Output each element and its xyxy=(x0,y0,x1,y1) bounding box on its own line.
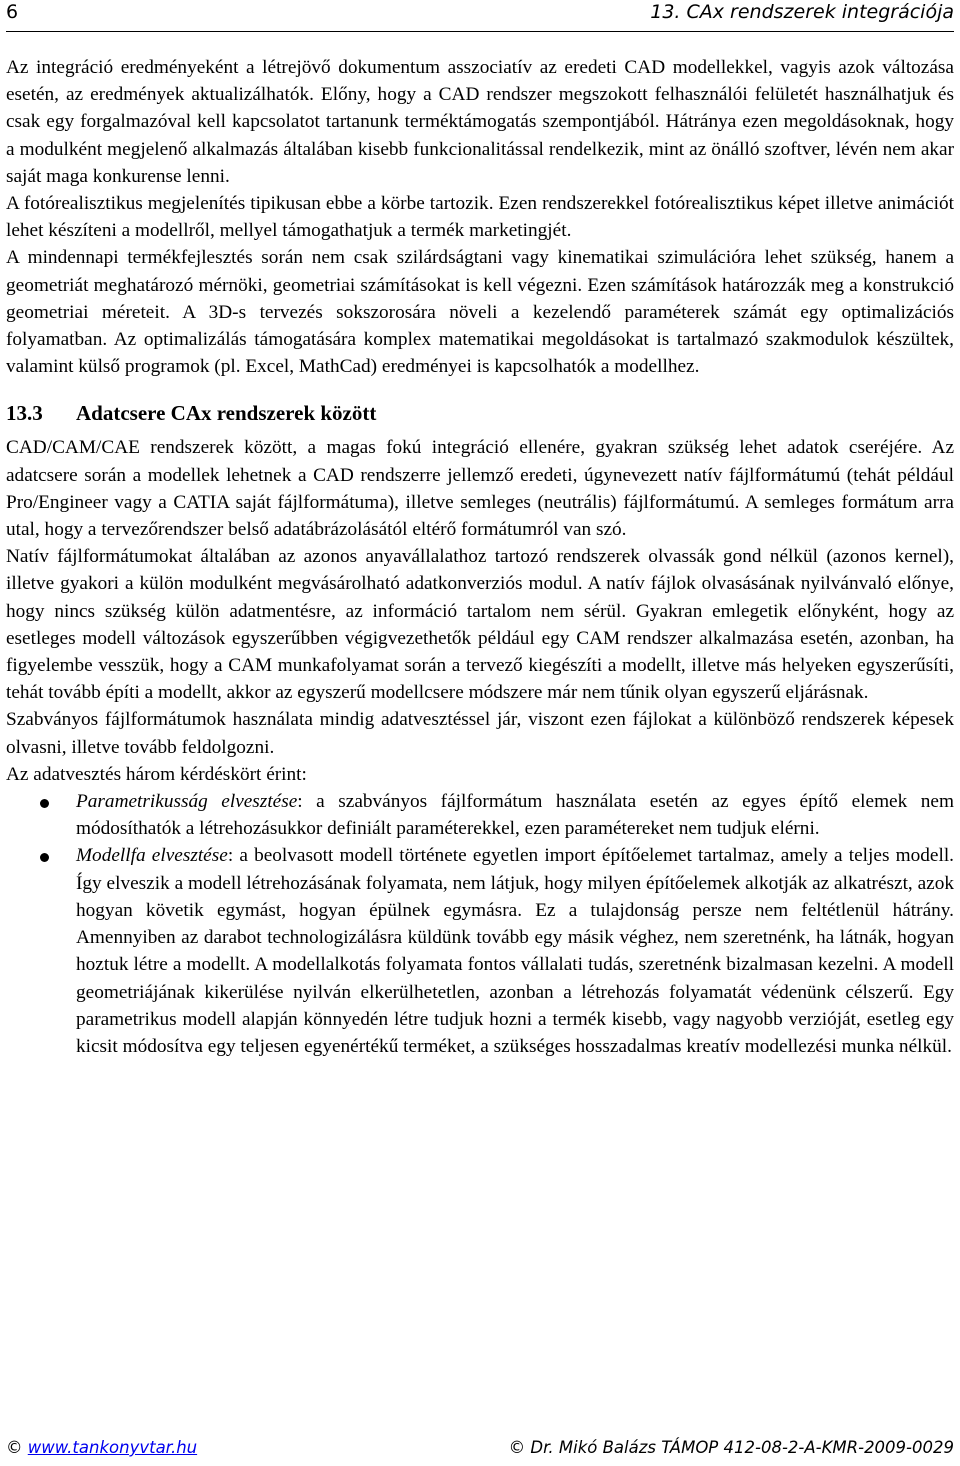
copyright-icon: © xyxy=(6,1438,23,1457)
chapter-title: 13. CAx rendszerek integrációja xyxy=(650,1,954,23)
bullet-icon xyxy=(40,853,49,862)
paragraph: A mindennapi termékfejlesztés során nem csak szilárdságtani vagy kinematikai szimulációra lehet szükség, hanem a geometriát meghatározó mérnöki, geometriai számításokat is kell végezni. Ezen számítások határozzák meg a konstrukció geometriai méreteit. A 3D-s tervezés sokszorosára növeli a kezelendő paraméterek számát egy optimalizációs folyamatban. Az optimalizálás támogatására komplex matematikai megoldásokat is tartalmazó szakmodulok készültek, valamint külső programok (pl. Excel, MathCad) eredményei is kapcsolhatók a modellhez. xyxy=(6,247,954,378)
paragraph: Natív fájlformátumokat általában az azonos anyavállalathoz tartozó rendszerek olvassák gond nélkül (azonos kernel), illetve gyakori a külön modulként megvásárolható adatkonverziós modul. A natív fájlok olvasásának nyilvánvaló előnye, hogy nincs szükség külön adatmentésre, az információ tartalom nem sérül. Gyakran emlegetik előnyként, hogy az esetleges modell változások egyszerűbben végigvezethetők például egy CAM rendszer alkalmazása esetén, azonban, ha figyelembe vesszük, hogy a CAM munkafolyamat során a tervező kiegészíti a modellt, illetve más helyeken egyszerűsíti, tehát tovább építi a modellt, akkor az egyszerű modellcsere módszere már nem tűnik olyan egyszerű eljárásnak. xyxy=(6,546,954,704)
list-item-text: : a szabványos fájlformátum használata esetén az egyes építő elemek nem módosíthatók a létrehozásukkor definiált paraméterekkel, ezen paramétereket nem tudjuk elérni. xyxy=(76,791,954,840)
header-divider xyxy=(6,31,954,32)
list-item-term: Parametrikusság elvesztése xyxy=(76,791,298,813)
footer-left xyxy=(6,1438,197,1457)
list-item-text: : a beolvasott modell története egyetlen import építőelemet tartalmaz, amely a teljes modell. Így elveszik a modell létrehozásának folyamata, nem látjuk, hogy milyen építőelemek alkotják az alkatrészt, azok hogyan követik egymást, hogyan épülnek egymásra. Ez a tulajdonság persze nem feltétlenül hátrány. Amennyiben az darabot technologizálásra küldünk tovább egy másik véghez, nem szeretnénk, ha látnák, hogyan hoztuk létre a modellt. A modellalkotás folyamata fontos vállalati tudás, szeretnénk bizalmasan kezelni. A modell geometriájának kikerülése nyilván elkerülhetetlen, azonban a létrehozás folyamatát védenünk célszerű. Egy parametrikus modell alapján könnyedén létre tudjuk hozni a termék kisebb, vagy nagyobb verzióját, esetleg egy kicsit módosítva egy teljesen egyenértékű terméket, a szükséges hosszadalmas kreatív modellezési munka nélkül. xyxy=(76,845,954,1057)
copyright-icon: © xyxy=(508,1438,526,1457)
page-header xyxy=(6,0,954,26)
paragraph: CAD/CAM/CAE rendszerek között, a magas fokú integráció ellenére, gyakran szükség lehet adatok cseréjére. Az adatcsere során a modellek lehetnek a CAD rendszerre jellemző eredeti, úgynevezett natív fájlformátumú (tehát például Pro/Engineer vagy a CATIA saját fájlformátuma), illetve semleges (neutrális) fájlformátumú. A semleges formátum arra utal, hogy a tervezőrendszer belső adatábrázolásától eltérő formátumról van szó. xyxy=(6,437,954,541)
list-item xyxy=(6,842,954,1060)
paragraph: Az integráció eredményeként a létrejövő dokumentum asszociatív az eredeti CAD modellekkel, vagyis azok változása esetén, az eredmények aktualizálhatók. Előny, hogy a CAD rendszer megszokott felhasználói felületét használhatjuk és csak egy forgalmazóval kell kapcsolatot tartanunk terméktámogatás szempontjából. Hátránya ezen megoldásoknak, hogy a modulként megjelenő alkalmazás általában kisebb funkcionalitással rendelkezik, mint az önálló szoftver, lévén nem akar saját maga konkurense lenni. xyxy=(6,57,954,187)
page-number: 6 xyxy=(6,1,19,23)
list-item-term: Modellfa elvesztése xyxy=(76,845,228,867)
bullet-icon xyxy=(40,799,49,808)
section-title: Adatcsere CAx rendszerek között xyxy=(76,401,377,426)
section-heading xyxy=(6,399,954,427)
page-footer xyxy=(6,1438,954,1462)
paragraph: A fotórealisztikus megjelenítés tipikusan ebbe a körbe tartozik. Ezen rendszerekkel fotórealisztikus képet illetve animációt lehet készíteni a modellről, mellyel támogathatjuk a termék marketingjét. xyxy=(6,193,954,242)
author-credit: Dr. Mikó Balázs TÁMOP 412-08-2-A-KMR-2009-0029 xyxy=(530,1438,954,1457)
paragraph: Az adatvesztés három kérdéskört érint: xyxy=(6,763,307,785)
list-item xyxy=(6,788,954,842)
footer-right xyxy=(509,1438,954,1457)
paragraph: Szabványos fájlformátumok használata mindig adatvesztéssel jár, viszont ezen fájlokat a különböző rendszerek képesek olvasni, illetve tovább feldolgozni. xyxy=(6,709,954,758)
section-number: 13.3 xyxy=(6,401,43,426)
bullet-list xyxy=(6,788,954,1060)
footer-url-link[interactable]: www.tankonyvtar.hu xyxy=(27,1438,198,1457)
page-body xyxy=(6,54,954,1060)
